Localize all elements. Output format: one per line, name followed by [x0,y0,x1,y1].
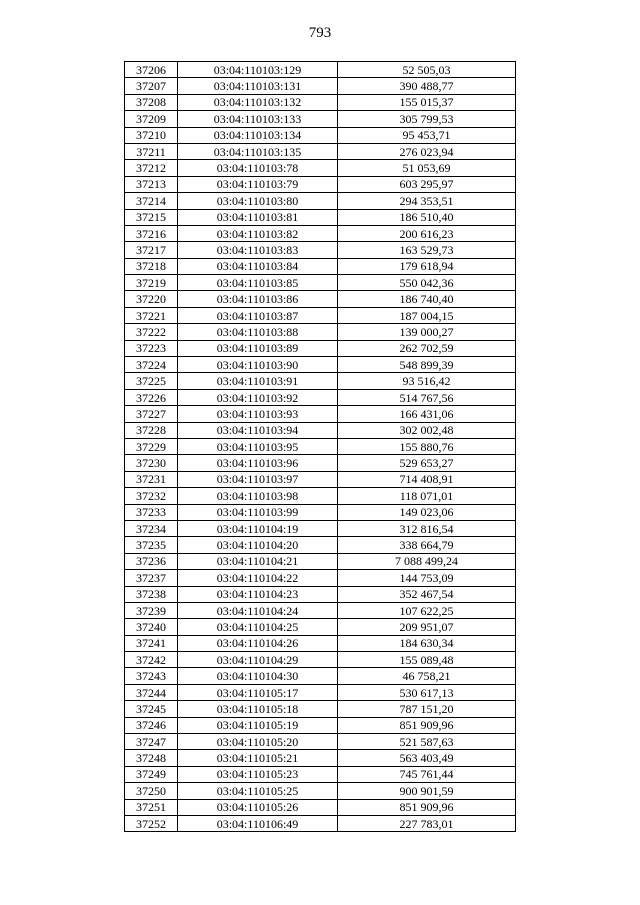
value-cell: 550 042,36 [338,275,516,291]
table-row [125,94,516,110]
cadastral-number-cell: 03:04:110103:131 [178,78,338,94]
table-row [125,389,516,405]
cadastral-number-cell: 03:04:110105:17 [178,684,338,700]
cadastral-number-cell: 03:04:110104:20 [178,537,338,553]
value-cell: 209 951,07 [338,619,516,635]
table-row [125,570,516,586]
cadastral-number-cell: 03:04:110103:99 [178,504,338,520]
value-cell: 118 071,01 [338,488,516,504]
table-row [125,586,516,602]
row-number-cell: 37213 [125,176,178,192]
row-number-cell: 37245 [125,701,178,717]
value-cell: 166 431,06 [338,406,516,422]
row-number-cell: 37209 [125,111,178,127]
cadastral-number-cell: 03:04:110105:19 [178,717,338,733]
table-row [125,225,516,241]
table-row [125,438,516,454]
value-cell: 46 758,21 [338,668,516,684]
table-row [125,258,516,274]
cadastral-number-cell: 03:04:110104:24 [178,602,338,618]
row-number-cell: 37206 [125,62,178,78]
table-row [125,553,516,569]
row-number-cell: 37230 [125,455,178,471]
value-cell: 149 023,06 [338,504,516,520]
page-number: 793 [308,25,332,41]
value-cell: 200 616,23 [338,225,516,241]
table-body [125,62,516,832]
cadastral-number-cell: 03:04:110105:20 [178,734,338,750]
table-row [125,815,516,831]
row-number-cell: 37212 [125,160,178,176]
row-number-cell: 37207 [125,78,178,94]
table-row [125,783,516,799]
value-cell: 294 353,51 [338,193,516,209]
row-number-cell: 37237 [125,570,178,586]
table-row [125,340,516,356]
value-cell: 7 088 499,24 [338,553,516,569]
table-row [125,504,516,520]
value-cell: 529 653,27 [338,455,516,471]
value-cell: 514 767,56 [338,389,516,405]
table-row [125,619,516,635]
value-cell: 338 664,79 [338,537,516,553]
value-cell: 530 617,13 [338,684,516,700]
row-number-cell: 37219 [125,275,178,291]
row-number-cell: 37231 [125,471,178,487]
value-cell: 144 753,09 [338,570,516,586]
cadastral-value-table [124,61,516,832]
value-cell: 312 816,54 [338,520,516,536]
row-number-cell: 37222 [125,324,178,340]
row-number-cell: 37225 [125,373,178,389]
cadastral-number-cell: 03:04:110103:93 [178,406,338,422]
table-row [125,357,516,373]
value-cell: 521 587,63 [338,734,516,750]
cadastral-number-cell: 03:04:110103:95 [178,438,338,454]
cadastral-number-cell: 03:04:110103:87 [178,307,338,323]
cadastral-number-cell: 03:04:110103:82 [178,225,338,241]
value-cell: 305 799,53 [338,111,516,127]
cadastral-number-cell: 03:04:110104:29 [178,652,338,668]
value-cell: 184 630,34 [338,635,516,651]
row-number-cell: 37220 [125,291,178,307]
value-cell: 187 004,15 [338,307,516,323]
row-number-cell: 37239 [125,602,178,618]
value-cell: 139 000,27 [338,324,516,340]
row-number-cell: 37227 [125,406,178,422]
table-row [125,422,516,438]
row-number-cell: 37246 [125,717,178,733]
row-number-cell: 37226 [125,389,178,405]
row-number-cell: 37236 [125,553,178,569]
value-cell: 51 053,69 [338,160,516,176]
cadastral-number-cell: 03:04:110103:94 [178,422,338,438]
cadastral-number-cell: 03:04:110103:86 [178,291,338,307]
cadastral-number-cell: 03:04:110103:83 [178,242,338,258]
cadastral-number-cell: 03:04:110103:98 [178,488,338,504]
cadastral-number-cell: 03:04:110103:132 [178,94,338,110]
value-cell: 714 408,91 [338,471,516,487]
cadastral-number-cell: 03:04:110103:79 [178,176,338,192]
cadastral-number-cell: 03:04:110103:97 [178,471,338,487]
table-row [125,717,516,733]
cadastral-number-cell: 03:04:110104:25 [178,619,338,635]
value-cell: 390 488,77 [338,78,516,94]
table-row [125,176,516,192]
row-number-cell: 37210 [125,127,178,143]
table-row [125,750,516,766]
value-cell: 548 899,39 [338,357,516,373]
cadastral-number-cell: 03:04:110103:91 [178,373,338,389]
table-row [125,766,516,782]
value-cell: 787 151,20 [338,701,516,717]
value-cell: 186 740,40 [338,291,516,307]
value-cell: 900 901,59 [338,783,516,799]
value-cell: 262 702,59 [338,340,516,356]
table-row [125,111,516,127]
value-cell: 155 880,76 [338,438,516,454]
cadastral-number-cell: 03:04:110103:81 [178,209,338,225]
row-number-cell: 37217 [125,242,178,258]
row-number-cell: 37252 [125,815,178,831]
cadastral-number-cell: 03:04:110104:23 [178,586,338,602]
table-row [125,275,516,291]
table-row [125,635,516,651]
table-row [125,62,516,78]
row-number-cell: 37243 [125,668,178,684]
value-cell: 155 089,48 [338,652,516,668]
cadastral-number-cell: 03:04:110103:78 [178,160,338,176]
cadastral-number-cell: 03:04:110106:49 [178,815,338,831]
table-row [125,160,516,176]
cadastral-number-cell: 03:04:110105:21 [178,750,338,766]
row-number-cell: 37240 [125,619,178,635]
value-cell: 603 295,97 [338,176,516,192]
table-row [125,324,516,340]
value-cell: 107 622,25 [338,602,516,618]
table-row [125,520,516,536]
row-number-cell: 37228 [125,422,178,438]
row-number-cell: 37218 [125,258,178,274]
row-number-cell: 37214 [125,193,178,209]
table-row [125,291,516,307]
value-cell: 95 453,71 [338,127,516,143]
cadastral-number-cell: 03:04:110105:26 [178,799,338,815]
cadastral-number-cell: 03:04:110105:25 [178,783,338,799]
value-cell: 227 783,01 [338,815,516,831]
table-row [125,668,516,684]
cadastral-number-cell: 03:04:110103:80 [178,193,338,209]
table-row [125,373,516,389]
cadastral-number-cell: 03:04:110104:22 [178,570,338,586]
cadastral-number-cell: 03:04:110104:19 [178,520,338,536]
cadastral-number-cell: 03:04:110103:134 [178,127,338,143]
cadastral-number-cell: 03:04:110103:84 [178,258,338,274]
table-row [125,734,516,750]
value-cell: 163 529,73 [338,242,516,258]
table-row [125,406,516,422]
value-cell: 745 761,44 [338,766,516,782]
row-number-cell: 37251 [125,799,178,815]
table-row [125,602,516,618]
cadastral-number-cell: 03:04:110103:96 [178,455,338,471]
cadastral-number-cell: 03:04:110103:92 [178,389,338,405]
table-row [125,78,516,94]
cadastral-number-cell: 03:04:110103:90 [178,357,338,373]
cadastral-number-cell: 03:04:110104:21 [178,553,338,569]
row-number-cell: 37250 [125,783,178,799]
cadastral-number-cell: 03:04:110104:26 [178,635,338,651]
table-row [125,488,516,504]
value-cell: 93 516,42 [338,373,516,389]
cadastral-number-cell: 03:04:110103:133 [178,111,338,127]
table-row [125,143,516,159]
row-number-cell: 37215 [125,209,178,225]
row-number-cell: 37241 [125,635,178,651]
cadastral-number-cell: 03:04:110103:129 [178,62,338,78]
value-cell: 276 023,94 [338,143,516,159]
table-row [125,242,516,258]
row-number-cell: 37208 [125,94,178,110]
table-row [125,537,516,553]
row-number-cell: 37234 [125,520,178,536]
row-number-cell: 37223 [125,340,178,356]
cadastral-number-cell: 03:04:110103:88 [178,324,338,340]
value-cell: 851 909,96 [338,717,516,733]
row-number-cell: 37247 [125,734,178,750]
table-row [125,455,516,471]
cadastral-number-cell: 03:04:110105:18 [178,701,338,717]
table-row [125,652,516,668]
value-cell: 155 015,37 [338,94,516,110]
cadastral-number-cell: 03:04:110105:23 [178,766,338,782]
row-number-cell: 37244 [125,684,178,700]
row-number-cell: 37211 [125,143,178,159]
value-cell: 851 909,96 [338,799,516,815]
row-number-cell: 37216 [125,225,178,241]
row-number-cell: 37221 [125,307,178,323]
row-number-cell: 37249 [125,766,178,782]
value-cell: 52 505,03 [338,62,516,78]
cadastral-number-cell: 03:04:110104:30 [178,668,338,684]
table-row [125,471,516,487]
value-cell: 186 510,40 [338,209,516,225]
value-cell: 302 002,48 [338,422,516,438]
row-number-cell: 37229 [125,438,178,454]
row-number-cell: 37248 [125,750,178,766]
table-row [125,209,516,225]
cadastral-number-cell: 03:04:110103:135 [178,143,338,159]
table-row [125,684,516,700]
value-cell: 352 467,54 [338,586,516,602]
row-number-cell: 37232 [125,488,178,504]
table-row [125,701,516,717]
value-cell: 179 618,94 [338,258,516,274]
row-number-cell: 37242 [125,652,178,668]
table-row [125,193,516,209]
table-row [125,799,516,815]
cadastral-number-cell: 03:04:110103:85 [178,275,338,291]
table-row [125,307,516,323]
row-number-cell: 37233 [125,504,178,520]
row-number-cell: 37238 [125,586,178,602]
value-cell: 563 403,49 [338,750,516,766]
cadastral-number-cell: 03:04:110103:89 [178,340,338,356]
row-number-cell: 37235 [125,537,178,553]
table-row [125,127,516,143]
row-number-cell: 37224 [125,357,178,373]
